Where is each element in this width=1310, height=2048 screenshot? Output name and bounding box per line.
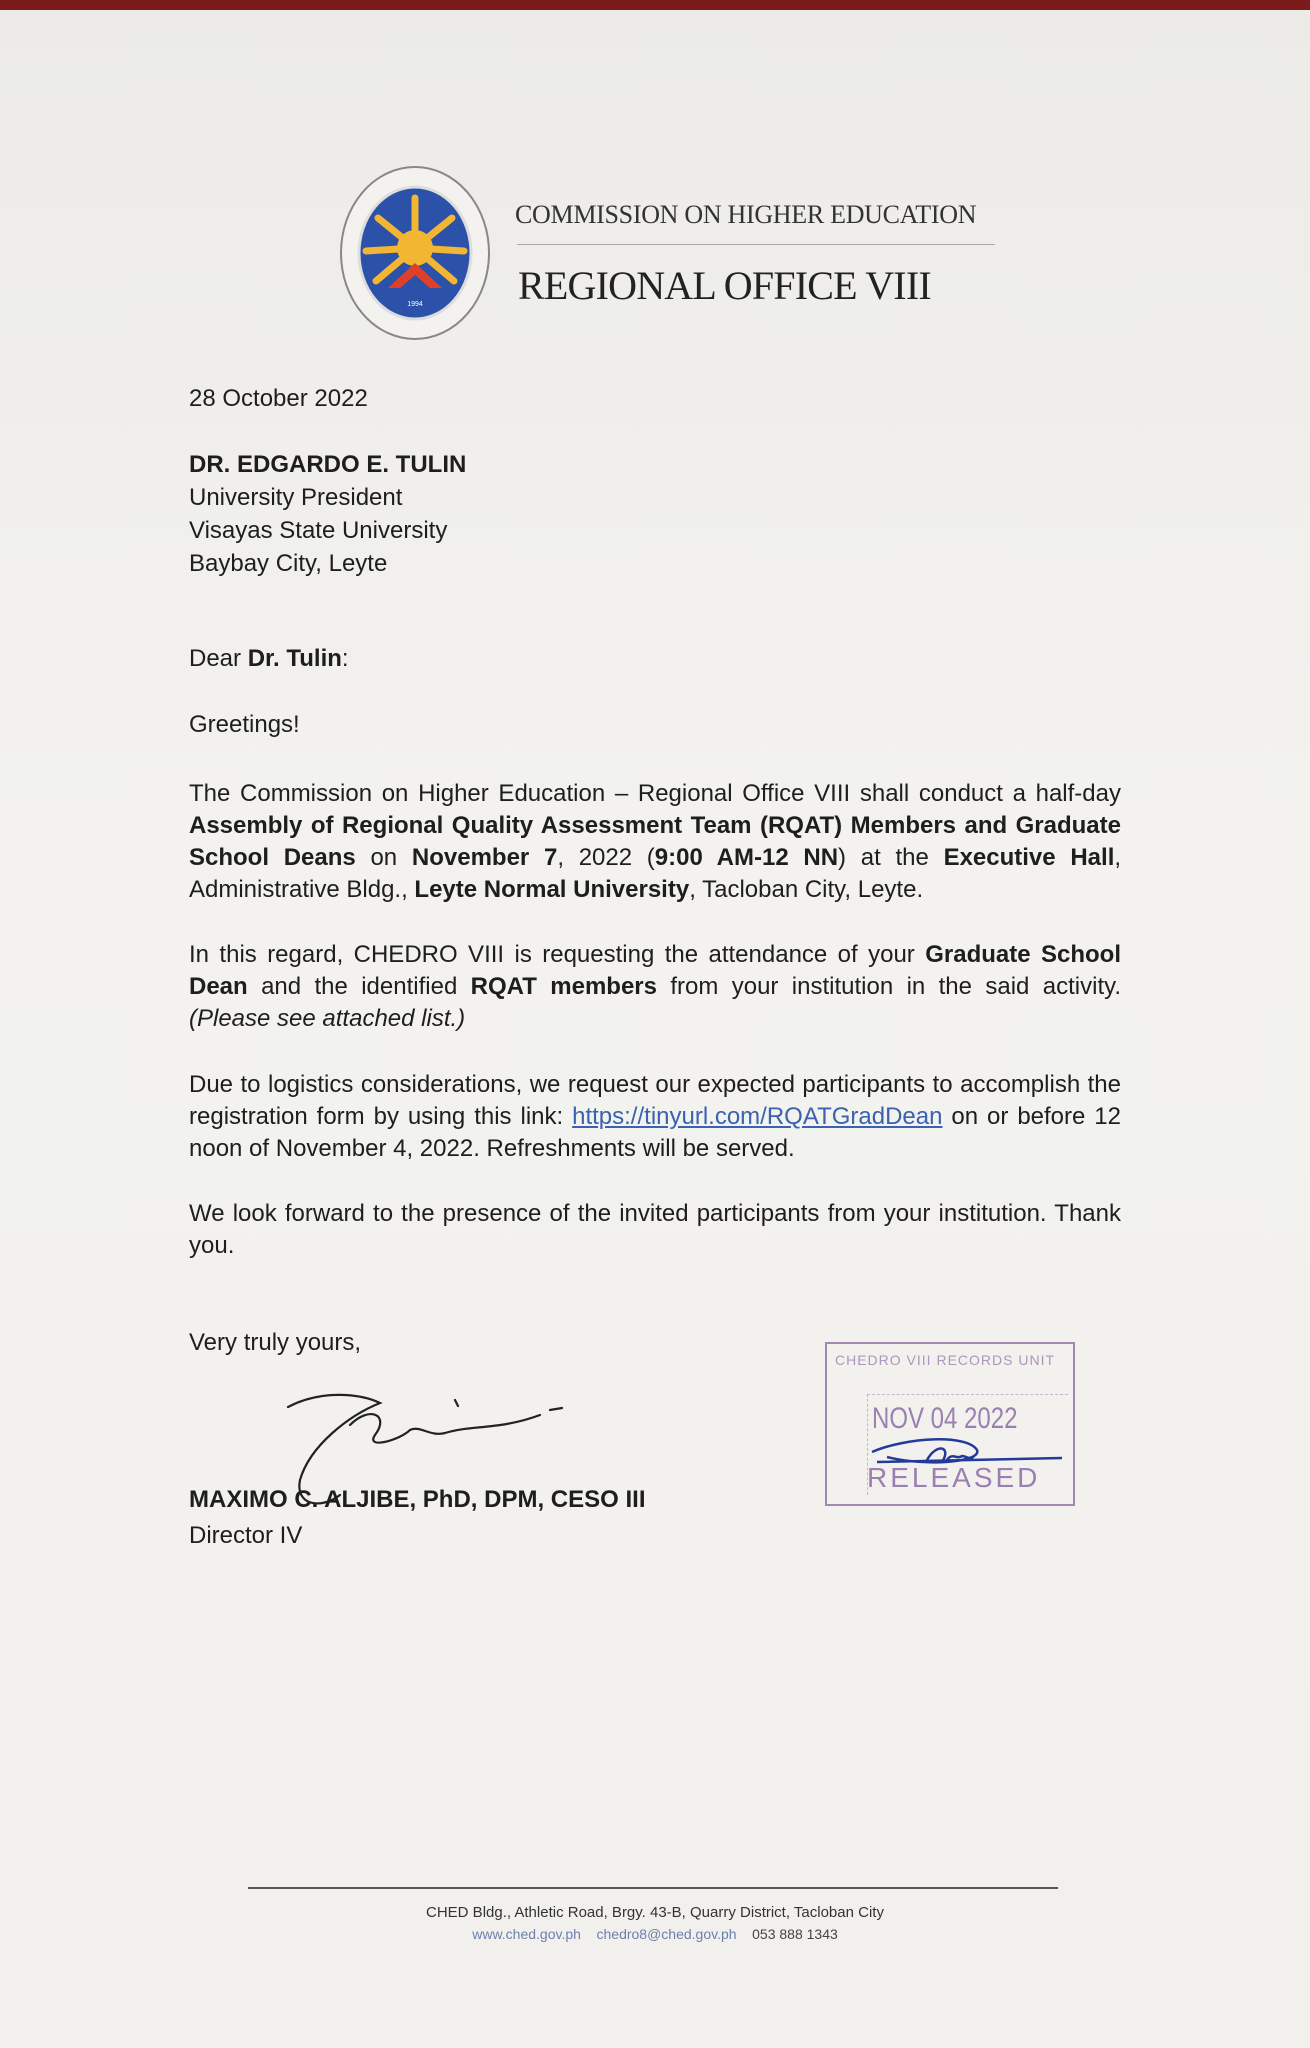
- paragraph-4: We look forward to the presence of the invited participants from your institution. Thank you.: [189, 1200, 1121, 1259]
- signatory-title: Director IV: [189, 1522, 303, 1549]
- letter-page: [0, 10, 1310, 2048]
- closing: Very truly yours,: [189, 1329, 362, 1356]
- salutation: [189, 642, 349, 675]
- footer-address: CHED Bldg., Athletic Road, Brgy. 43-B, Quarry District, Tacloban City: [426, 1904, 884, 1921]
- salutation-suffix: :: [341, 645, 349, 672]
- footer-phone: 053 888 1343: [752, 1926, 838, 1942]
- stamp-unit: CHEDRO VIII RECORDS UNIT: [835, 1352, 1056, 1368]
- footer-website[interactable]: www.ched.gov.ph: [472, 1926, 581, 1942]
- agency-name: COMMISSION ON HIGHER EDUCATION: [515, 200, 977, 229]
- recipient-institution: Visayas State University: [189, 517, 448, 544]
- signatory-name: MAXIMO C. ALJIBE, PhD, DPM, CESO III: [189, 1486, 646, 1513]
- salutation-prefix: Dear: [189, 645, 248, 672]
- recipient-address: Baybay City, Leyte: [189, 550, 388, 577]
- paragraph-3: Due to logistics considerations, we request our expected participants to accomplish the registration form by using this link: https://tinyurl.com/RQATGradDean on or before 12 noon of November 4, 2022. Refreshments will be served.: [189, 1071, 1122, 1162]
- recipient-name: DR. EDGARDO E. TULIN: [189, 451, 467, 478]
- paragraph-1: The Commission on Higher Education – Regional Office VIII shall conduct a half-day Assembly of Regional Quality Assessment Team (RQAT) Members and Graduate School Deans on November 7, 2022 (9:00 AM-12 NN) at the Executive Hall, Administrative Bldg., Leyte Normal University, Tacloban City, Leyte.: [189, 780, 1122, 903]
- stamp-initials: [867, 1432, 1067, 1482]
- letter-date: 28 October 2022: [189, 385, 368, 412]
- ched-seal-logo: [338, 163, 492, 343]
- greeting: Greetings!: [189, 711, 300, 738]
- svg-text:1994: 1994: [407, 301, 423, 308]
- header-divider: [517, 244, 995, 245]
- stamp-date: NOV 04 2022: [872, 1402, 1018, 1435]
- stamp-status: RELEASED: [867, 1462, 1041, 1493]
- salutation-name: Dr. Tulin: [247, 645, 342, 672]
- office-name: REGIONAL OFFICE VIII: [518, 263, 931, 308]
- footer-contacts: [0, 1926, 1310, 1942]
- released-stamp: [825, 1342, 1075, 1506]
- footer-divider: [248, 1887, 1058, 1889]
- footer-email[interactable]: chedro8@ched.gov.ph: [596, 1926, 737, 1942]
- paragraph-2: In this regard, CHEDRO VIII is requesting the attendance of your Graduate School Dean and the identified RQAT members from your institution in the said activity. (Please see attached list.): [189, 941, 1121, 1032]
- registration-link[interactable]: https://tinyurl.com/RQATGradDean: [572, 1103, 943, 1130]
- recipient-title: University President: [189, 484, 403, 511]
